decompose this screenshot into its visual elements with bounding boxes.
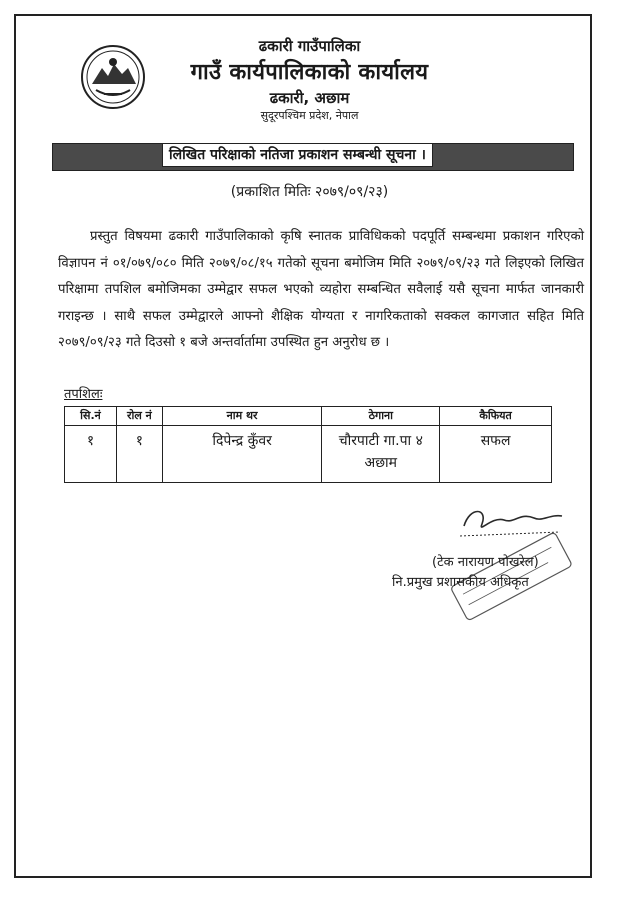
col-address: ठेगाना (322, 407, 440, 426)
table-row (65, 426, 552, 483)
signer-name: (टेक नारायण पोखरेल) (432, 555, 539, 570)
col-serial: सि.नं (65, 407, 117, 426)
notice-body (58, 224, 584, 357)
col-remarks: कैफियत (440, 407, 552, 426)
office-location: ढकारी, अछाम (269, 89, 350, 107)
col-name: नाम थर (162, 407, 322, 426)
cell-address: चौरपाटी गा.पा ४ अछाम (322, 426, 440, 483)
cell-serial: १ (65, 426, 117, 483)
office-name: गाउँ कार्यपालिकाको कार्यालय (190, 60, 429, 85)
published-date: (प्रकाशित मितिः २०७९/०९/२३) (230, 184, 389, 200)
notice-paragraph: प्रस्तुत विषयमा ढकारी गाउँपालिकाको कृषि स्नातक प्राविधिकको पदपूर्ति सम्बन्धमा प्रकाशन गरिएको विज्ञापन नं ०१/०७९/०८० मिति २०७९/०८/१५ गतेको सूचना बमोजिम मिति २०७९/०९/२३ गते लिइएको लिखित परिक्षामा तपशिल बमोजिमका उम्मेद्वार सफल भएको व्यहोरा सम्बन्धित सवैलाई यसै सूचना मार्फत जानकारी गराइन्छ । साथै सफल उम्मेद्वारले आफ्नो शैक्षिक योग्यता र नागरिकताको सक्कल कागजात सहित मिति २०७९/०९/२३ गते दिउसो १ बजे अन्तर्वार्तामा उपस्थित हुन अनुरोध छ । (58, 229, 584, 350)
province-country: सुदूरपश्चिम प्रदेश, नेपाल (260, 109, 359, 122)
notice-title: लिखित परिक्षाको नतिजा प्रकाशन सम्बन्धी सूचना । (162, 143, 433, 167)
table-header-row (65, 407, 552, 426)
municipality-name: ढकारी गाउँपालिका (258, 37, 361, 55)
cell-remarks: सफल (440, 426, 552, 483)
cell-name: दिपेन्द्र कुँवर (162, 426, 322, 483)
details-label: तपशिलः (64, 387, 103, 402)
col-roll: रोल नं (116, 407, 162, 426)
cell-roll: १ (116, 426, 162, 483)
signer-title: नि.प्रमुख प्रशासकीय अधिकृत (392, 575, 529, 590)
result-table (64, 406, 552, 483)
